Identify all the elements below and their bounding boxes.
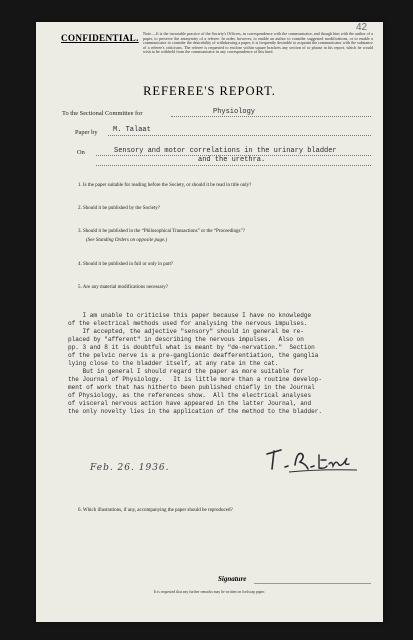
report-body [68,312,340,416]
signature-label: Signature [218,575,247,583]
report-line: the Journal of Physiology. It is little more than a routine develop- [68,376,323,383]
report-title: REFEREE'S REPORT. [143,84,276,98]
report-line: the only novelty lies in the application of the method to the bladder. [68,408,323,415]
question-4: 4. Should it be published in full or only in part? [78,262,174,267]
paper-title-line-2: and the urethra. [198,156,266,164]
report-line: of Physiology, as the references show. All the electrical analyses [68,392,312,399]
report-line: pp. 3 and 8 it is doubtful what is meant by "de-nervation." Section [68,344,315,351]
report-line: But in general I should regard the paper as more suitable for [68,368,304,375]
report-line: ment of work that has hitherto been published chiefly in the Journal [68,384,315,391]
question-6: 6. Which illustrations, if any, accompanying the paper should be reproduced? [78,508,233,513]
paper-by-label: Paper by [75,129,98,136]
question-1: 1. Is the paper suitable for reading before the Society, or should it be read in title only? [78,183,252,188]
question-5: 5. Are any material modifications necessary? [78,285,168,290]
footer-note: It is requested that any further remarks may be written on foolscap paper. [153,590,266,594]
on-rule-2 [96,165,371,166]
question-3: 3. Should it be published in the “Philosophical Transactions” or the “Proceedings”? [78,229,245,234]
report-line: of visceral nervous action have appeared in the latter Journal, and [68,400,312,407]
paper-title-line-1: Sensory and motor correlations in the urinary bladder [114,147,337,155]
committee-value: Physiology [213,108,256,116]
question-2: 2. Should it be published by the Society? [78,206,160,211]
paper-by-rule [108,135,371,136]
report-line: of the electrical methods used for analysing the nervous impulses. [68,320,308,327]
handwritten-signature [261,445,361,475]
anonymity-note: Note.—It is the invariable practice of the Society's Officers, in correspondence with the communicator, and though him with the author of a paper, to preserve the anonymity of a referee. In order, however, to enable an author to consider suggested modifications, or to enable a communicator to consider the desirability of withdrawing a paper, it is frequently desirable to acquaint the communicator with the substance of a referee's criticisms. The referee is requested to enclose within square brackets any section of or phrase in his report, which he would wish to be withheld from the communicator in any correspondence of this kind. [143,31,373,55]
report-line: If accepted, the adjective "sensory" should in general be re- [68,328,304,335]
on-label: On [77,149,85,156]
handwritten-date: Feb. 26. 1936. [90,463,170,473]
signature-rule [254,583,371,584]
report-line: placed by "afferent" in describing the nervous impulses. Also on [68,336,304,343]
committee-rule [171,116,371,117]
report-line: I am unable to criticise this paper because I have no knowledge [68,312,312,319]
question-3-note: (See Standing Orders on opposite page.) [86,238,168,243]
report-line: lying close to the bladder itself, at any rate in the cat. [68,360,279,367]
page-number: 42 [356,22,368,33]
author-value: M. Talaat [113,126,151,134]
report-line: of the pelvic nerve is a pre-ganglionic deafferentiation, the ganglia [68,352,319,359]
referee-report-page [36,22,383,622]
confidential-heading: CONFIDENTIAL. [61,33,139,43]
committee-label: To the Sectional Committee for [62,110,143,117]
